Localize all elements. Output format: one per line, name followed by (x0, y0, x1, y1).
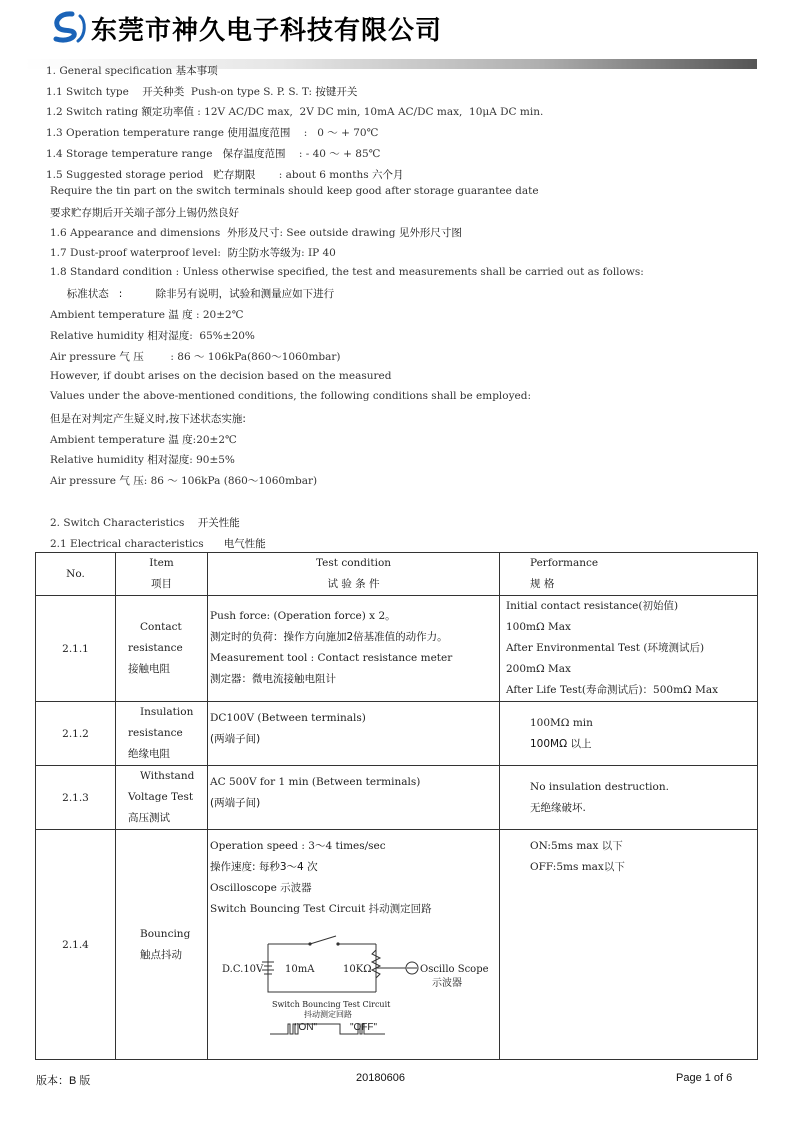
performance-line: No insulation destruction. (530, 780, 669, 793)
item-line: 接触电阻 (128, 663, 170, 675)
spec-line-zh: 温 度 (168, 434, 193, 446)
item-line: resistance (128, 727, 183, 739)
test-line: AC 500V for 1 min (Between terminals) (210, 776, 421, 788)
table-row (36, 830, 758, 1060)
spec-line-zh: 气 压 (119, 475, 144, 487)
spec-line-en: However, if doubt arises on the decision based on the measured (50, 370, 392, 382)
spec-line-en: : 65%±20% (189, 330, 255, 342)
spec-line-zh: 标准状态 : 除非另有说明，试验和测量应如下进行 (50, 288, 335, 300)
header-performance (500, 553, 758, 596)
row-number: 2.1.1 (36, 596, 116, 702)
test-line: Push force: (Operation force) x 2。 (210, 610, 396, 622)
current-label: 10mA (285, 964, 315, 975)
spec-line (46, 167, 404, 182)
test-line: DC100V (Between terminals) (210, 712, 366, 724)
spec-line (50, 536, 266, 551)
spec-line (50, 307, 243, 322)
spec-line-en: Air pressure (50, 475, 120, 487)
spec-line (50, 185, 539, 197)
spec-line-zh: 温 度 (168, 309, 193, 321)
spec-line (50, 245, 336, 260)
performance-line: 200mΩ Max (506, 663, 571, 675)
spec-line (50, 432, 237, 447)
header-item-zh: 项目 (151, 578, 172, 590)
performance-line: 100MΩ 以上 (530, 737, 592, 750)
switch-symbol (310, 936, 336, 944)
test-line: Oscilloscope 示波器 (210, 882, 312, 894)
test-line: 测定时的负荷：操作方向施加2倍基准值的动作力。 (210, 631, 448, 643)
test-line: 测定器：微电流接触电阻计 (210, 673, 336, 685)
spec-line-zh: 但是在对判定产生疑义时,按下述状态实施: (50, 413, 246, 425)
row-item (116, 766, 208, 830)
spec-line (50, 349, 341, 364)
spec-line (50, 390, 531, 402)
spec-line-en: 1.2 Switch rating (46, 106, 142, 118)
spec-line-zh: 外形及尺寸 (227, 227, 280, 239)
spec-line-zh: 按键开关 (315, 86, 358, 98)
spec-line (50, 286, 334, 301)
row-performance (500, 702, 758, 766)
item-line: Bouncing (140, 927, 191, 940)
spec-line (50, 370, 391, 382)
spec-line-zh: 额定功率值 (141, 106, 194, 118)
header-perf-en: Performance (530, 557, 599, 569)
header-perf-zh: 规 格 (530, 578, 555, 590)
row-performance (500, 766, 758, 830)
item-line: Insulation (140, 706, 194, 718)
spec-line (46, 63, 218, 78)
footer-version: 版本：B 版 (36, 1075, 91, 1087)
spec-line-en: Ambient temperature (50, 309, 169, 321)
scope-zh-label: 示波器 (432, 978, 462, 989)
spec-line (50, 328, 255, 343)
spec-line-en: 1.1 Switch type (46, 86, 143, 98)
spec-line (50, 411, 246, 426)
row-test-condition (208, 596, 500, 702)
header-test (208, 553, 500, 596)
spec-line (50, 266, 644, 278)
spec-line (50, 473, 317, 488)
row-item (116, 596, 208, 702)
spec-line-en: 1.7 Dust-proof waterproof level: (50, 247, 228, 259)
spec-line-en: Relative humidity (50, 330, 148, 342)
item-line: 触点抖动 (140, 948, 182, 961)
spec-line-zh: 开关性能 (197, 517, 240, 529)
table-row (36, 702, 758, 766)
row-test-condition (208, 702, 500, 766)
test-line: 操作速度: 每秒3～4 次 (210, 861, 318, 873)
spec-line-en: 1.4 Storage temperature range (46, 148, 223, 160)
spec-line (46, 84, 357, 99)
switch-contact (308, 942, 311, 945)
spec-line-en: 1. General specification (46, 65, 176, 77)
spec-line (50, 515, 240, 530)
spec-line-en: Ambient temperature (50, 434, 169, 446)
footer-date: 20180606 (356, 1072, 405, 1084)
off-label: "OFF" (350, 1022, 378, 1033)
company-name: 东莞市神久电子科技有限公司 (91, 16, 443, 46)
spec-line (50, 205, 239, 220)
performance-line: 无绝缘破坏. (530, 801, 586, 814)
spec-line (46, 125, 378, 140)
row-performance (500, 830, 758, 1060)
spec-line-zh: 相对湿度 (147, 454, 190, 466)
spec-line-en: : IP 40 (301, 247, 336, 259)
spec-line-en: : 12V AC/DC max, 2V DC min, 10mA AC/DC max, 10μA DC min. (193, 106, 544, 118)
spec-line-en: 1.3 Operation temperature range (46, 127, 228, 139)
row-item (116, 830, 208, 1060)
spec-line-en: : about 6 months (255, 169, 373, 181)
row-test-condition (208, 766, 500, 830)
test-line: Switch Bouncing Test Circuit 抖动测定回路 (210, 903, 432, 915)
performance-line: After Life Test(寿命测试后)：500mΩ Max (506, 684, 719, 696)
test-line: (两端子间) (210, 733, 261, 745)
test-line: Operation speed : 3～4 times/sec (210, 840, 386, 852)
header-item-en: Item (149, 557, 174, 569)
test-line: Measurement tool : Contact resistance meter (210, 652, 453, 664)
spec-line-en: : See outside drawing (279, 227, 399, 239)
spec-line-zh: 开关种类 (142, 86, 185, 98)
item-line: 绝缘电阻 (128, 748, 170, 760)
header-item (116, 553, 208, 596)
performance-line: 100MΩ min (530, 716, 593, 729)
spec-line-en: : 86 ～ 106kPa(860～1060mbar) (143, 351, 341, 363)
spec-line (46, 146, 380, 161)
electrical-characteristics-table (35, 552, 758, 1060)
performance-line: OFF:5ms max以下 (530, 861, 625, 873)
footer-page: Page 1 of 6 (676, 1072, 733, 1084)
performance-line: Initial contact resistance(初始值) (506, 600, 679, 612)
spec-line-zh: 保存温度范围 (222, 148, 286, 160)
spec-line-zh: 使用温度范围 (227, 127, 291, 139)
spec-line-zh: 电气性能 (223, 538, 266, 550)
bouncing-test-circuit-diagram (210, 920, 495, 1040)
row-number: 2.1.4 (36, 830, 116, 1060)
performance-line: After Environmental Test (环境测试后) (506, 642, 705, 654)
spec-line-en: Values under the above-mentioned conditions, the following conditions shall be employed: (50, 390, 532, 402)
spec-line-en: Relative humidity (50, 454, 148, 466)
spec-line-zh: 防尘防水等级为 (227, 247, 302, 259)
spec-line-en: :20±2℃ (192, 434, 237, 446)
header-test-en: Test condition (315, 557, 392, 569)
item-line: 高压测试 (128, 812, 170, 824)
spec-line (50, 225, 462, 240)
spec-line-en: 1.6 Appearance and dimensions (50, 227, 227, 239)
on-label: "ON" (295, 1022, 318, 1033)
item-line: Contact (140, 621, 182, 633)
spec-line-zh: 贮存期限 (213, 169, 256, 181)
spec-line-zh: 基本事项 (175, 65, 218, 77)
spec-line (50, 452, 235, 467)
spec-line-zh: 六个月 (372, 169, 404, 181)
spec-line-en: 2. Switch Characteristics (50, 517, 198, 529)
row-number: 2.1.2 (36, 702, 116, 766)
dc-voltage-label: D.C.10V (222, 964, 264, 975)
performance-line: 100mΩ Max (506, 621, 571, 633)
spec-line-en: : 90±5% (189, 454, 235, 466)
spec-line-en: 2.1 Electrical characteristics (50, 538, 224, 550)
row-performance (500, 596, 758, 702)
switch-contact (336, 942, 339, 945)
scope-label: Oscillo Scope (420, 964, 489, 975)
spec-line-zh: 相对湿度 (147, 330, 190, 342)
table-row (36, 596, 758, 702)
spec-line-zh: 要求贮存期后开关端子部分上锡仍然良好 (50, 207, 239, 219)
circuit-title: Switch Bouncing Test Circuit (272, 1000, 391, 1009)
spec-line-en: : 0 ～ + 70℃ (290, 127, 379, 139)
table-row (36, 766, 758, 830)
item-line: Voltage Test (128, 791, 194, 803)
row-item (116, 702, 208, 766)
spec-line-en: 1.8 Standard condition : Unless otherwise specified, the test and measurements shall be carried out as follows: (50, 266, 644, 278)
spec-line-en: : 20±2℃ (192, 309, 244, 321)
spec-line (46, 104, 543, 119)
spec-line-en: Require the tin part on the switch terminals should keep good after storage guarantee date (50, 185, 539, 197)
header-test-zh: 试 验 条 件 (327, 578, 380, 590)
spec-line-en: 1.5 Suggested storage period (46, 169, 214, 181)
company-logo (50, 11, 90, 45)
spec-line-zh: 气 压 (119, 351, 144, 363)
spec-line-en: : - 40 ～ + 85℃ (285, 148, 381, 160)
spec-line-en: Push-on type S. P. S. T: (184, 86, 316, 98)
row-test-condition (208, 830, 500, 1060)
table-header-row (36, 553, 758, 596)
spec-line-en: : 86 ～ 106kPa (860～1060mbar) (143, 475, 318, 487)
performance-line: ON:5ms max 以下 (530, 840, 623, 852)
resistance-label: 10KΩ (343, 964, 372, 975)
row-number: 2.1.3 (36, 766, 116, 830)
spec-line-en: Air pressure (50, 351, 120, 363)
item-line: Withstand (140, 770, 195, 782)
spec-line-zh: 见外形尺寸图 (398, 227, 462, 239)
test-line: (两端子间) (210, 797, 261, 809)
circuit-title-zh: 抖动测定回路 (304, 1010, 352, 1019)
header-no: No. (36, 553, 116, 596)
item-line: resistance (128, 642, 183, 654)
